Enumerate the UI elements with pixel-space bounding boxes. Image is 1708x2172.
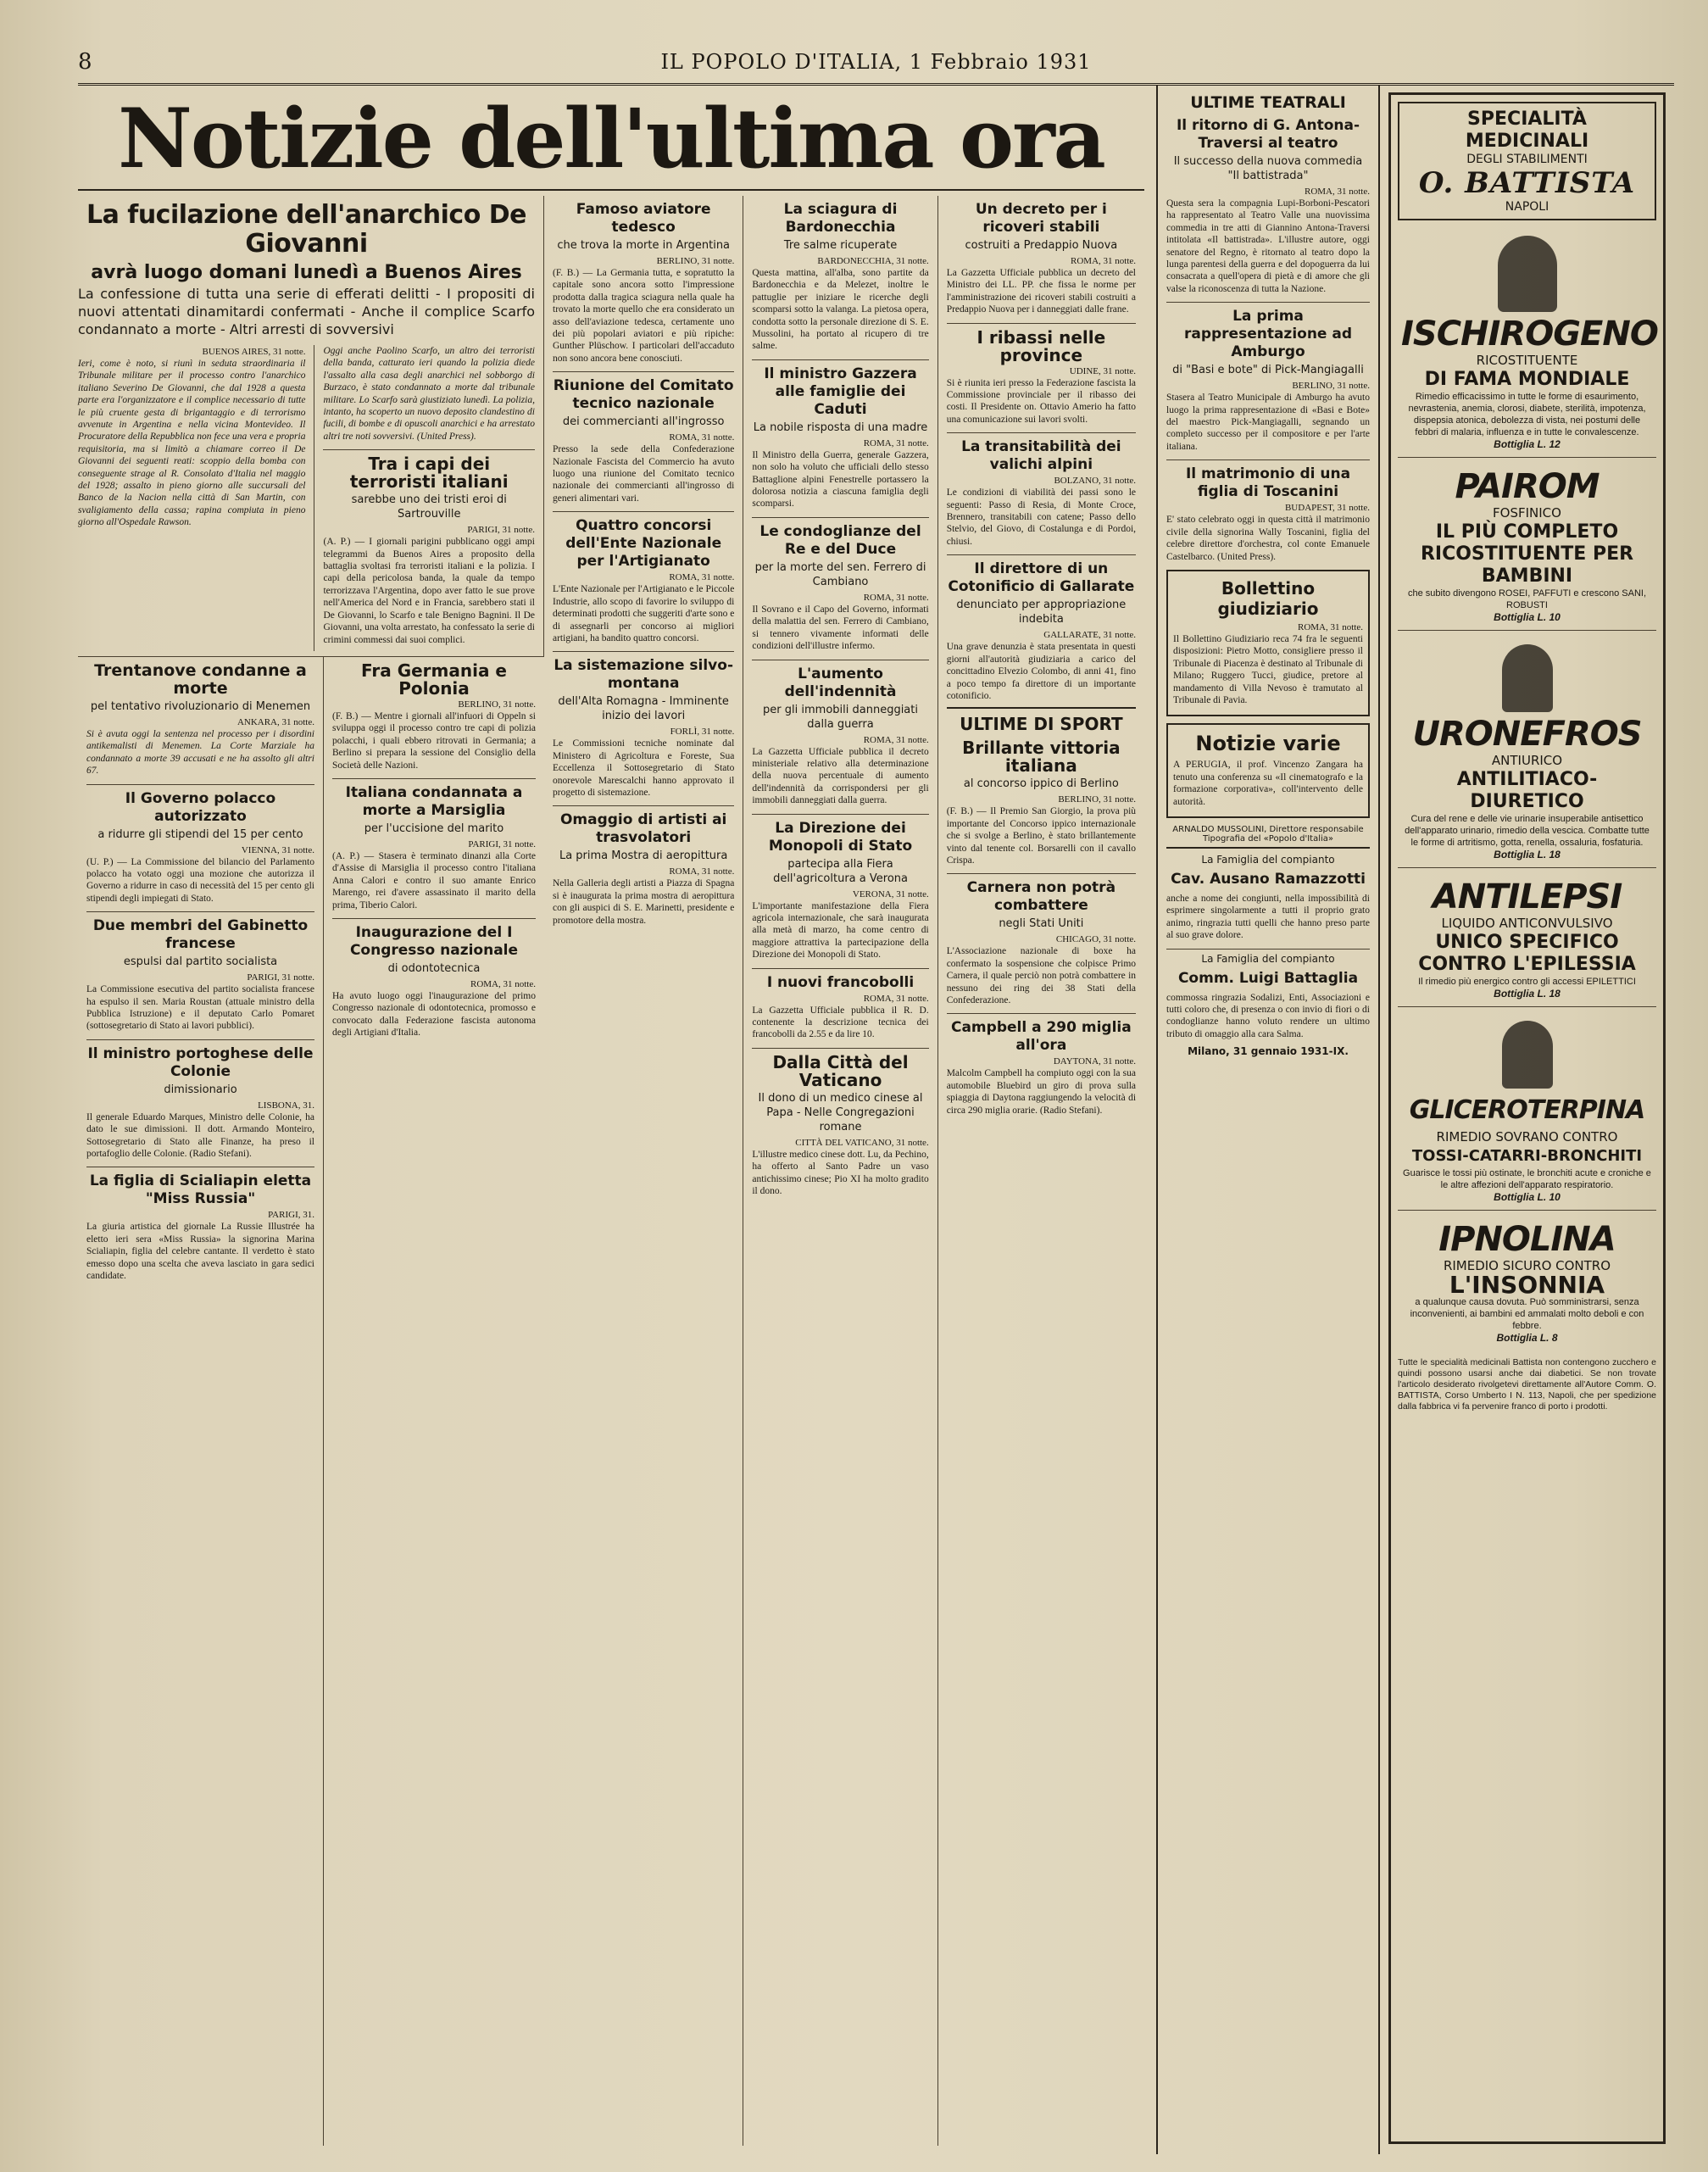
masthead-bar (78, 46, 1674, 86)
ad-price: Bottiglia L. 18 (1494, 849, 1561, 860)
notizie-varie-text: A PERUGIA, il prof. Vincenzo Zangara ha tenuto una conferenza su «Il cinematografo e la formazione corporativa», coll'intervento delle autorità. (1173, 760, 1363, 807)
marsiglia-title: Italiana condannata a morte a Marsiglia (345, 783, 523, 819)
francese-title: Due membri del Gabinetto francese (92, 917, 309, 953)
theatre-section-head: ULTIME TEATRALI (1190, 93, 1346, 112)
concorsi-text: L'Ente Nazionale per l'Artigianato e le Piccole Industrie, allo scopo di favorire lo sviluppo di determinati prodotti che suggeriti d'arte sono e di assegnarli per concorso ai migliori artigiani, ha bandito quattro concorsi. (553, 584, 735, 643)
ad-header-brand: O. BATTISTA (1418, 166, 1636, 200)
condoglianze-title: Le condoglianze del Re e del Duce (759, 522, 921, 558)
menemen-subtitle: pel tentativo rivoluzionario di Menemen (90, 699, 311, 713)
miss-text: La giuria artistica del giornale La Russie Illustrée ha eletto ieri sera «Miss Russia» la signorina Marina Scialiapin, figlia del celebre cantante. Il verdetto è stato emesso dopo una scelta che aveva lasciato in gara sedici candidate. (86, 1222, 314, 1282)
ad-line2: IL PIÙ COMPLETO RICOSTITUENTE PER BAMBINI (1420, 521, 1634, 587)
notizie-varie-title: Notizie varie (1195, 732, 1341, 756)
theatre-a2-text: Stasera al Teatro Municipale di Amburgo ha avuto luogo la prima rappresentazione di «Basi e Bote» del maestro Pick-Mangiagalli, segnando un completo successo per il compositore e per l'arte italiana. (1166, 393, 1370, 452)
transitabilita-title: La transitabilità dei valichi alpini (961, 438, 1121, 474)
aviatore-text: (F. B.) — La Germania tutta, e sopratutto la capitale sono ancora sotto l'impressione prodotta dalla tragica sciagura nella quale ha trovato la morte quello che era considerato un asso dell'aviazione tedesca, certamente uno dei più popolari aviatori e più ripiche: Gunther Plüschow. I particolari dell'accaduto non sono ancora bene conosciuti. (553, 268, 735, 364)
concorsi-dateline: ROMA, 31 notte. (669, 572, 735, 583)
condoglianze-subtitle: per la morte del sen. Ferrero di Cambiano (754, 560, 926, 588)
vaticano-text: L'illustre medico cinese dott. Lu, da Pechino, ha offerto al Santo Padre un vaso antichissimo cinese; Pio XI ha molto gradito il dono. (752, 1149, 929, 1196)
decreto-dateline: ROMA, 31 notte. (1071, 256, 1137, 266)
carnera-subtitle: negli Stati Uniti (999, 917, 1084, 931)
ad-price: Bottiglia L. 18 (1494, 988, 1561, 1000)
ad-brand: ANTILEPSI (1432, 877, 1622, 916)
ad-price: Bottiglia L. 10 (1494, 611, 1561, 623)
polacco-subtitle: a ridurre gli stipendi del 15 per cento (97, 827, 303, 841)
indennita-text: La Gazzetta Ufficiale pubblica il decreto ministeriale relativo alla determinazione della nuova percentuale di aumento dell'indennità da corrispondersi per gli immobili danneggiati dalla guerra. (752, 746, 929, 806)
ad-brand: PAIROM (1455, 467, 1600, 506)
colonie-text: Il generale Eduardo Marques, Ministro delle Colonie, ha dato le sue dimissioni. Il dott. Armando Monteiro, Sottosegretario di Stato alle Finanze, ha preso il portafoglio delle Colonie. (Radio Stefani). (86, 1111, 314, 1159)
indennita-title: L'aumento dell'indennità (784, 665, 897, 700)
cotonificio-dateline: GALLARATE, 31 notte. (1043, 630, 1137, 641)
odontotecnica-subtitle: di odontotecnica (387, 961, 481, 975)
francese-subtitle: espulsi dal partito socialista (123, 955, 278, 969)
ad-desc: Guarisce le tossi più ostinate, le bronchiti acute e croniche e le altre affezioni dell'apparato respiratorio. (1403, 1168, 1651, 1190)
bardonecchia-dateline: BARDONECCHIA, 31 notte. (817, 256, 929, 266)
francobolli-text: La Gazzetta Ufficiale pubblica il R. D. contenente la descrizione tecnica dei francobolli da 2.55 e da lire 10. (752, 1005, 929, 1040)
ad-header-line2: DEGLI STABILIMENTI (1466, 153, 1588, 166)
cotonificio-title: Il direttore di un Cotonificio di Gallarate (948, 560, 1135, 596)
ad-price: Bottiglia L. 8 (1496, 1332, 1558, 1344)
paris-dateline: PARIGI, 31 notte. (467, 525, 535, 536)
comitato-text: Presso la sede della Confederazione Nazionale Fascista del Commercio ha avuto luogo una riunione del Comitato tecnico nazionale dei commercianti all'ingrosso di generi alimentari vari. (553, 444, 735, 504)
death1-intro: La Famiglia del compianto (1201, 853, 1335, 866)
marsiglia-text: (A. P.) — Stasera è terminato dinanzi alla Corte d'Assise di Marsiglia il processo contro l'italiana Anna Calori e contro il suo amante Enrico Marengo, rei d'avere assassinato il marito della prima, Tiberio Calori. (332, 850, 536, 911)
theatre-a2-title: La prima rappresentazione ad Amburgo (1183, 308, 1353, 361)
comitato-dateline: ROMA, 31 notte. (669, 432, 735, 443)
carnera-text: L'Associazione nazionale di boxe ha confermato la sospensione che colpisce Primo Carnera, il quale perciò non potrà combattere in nessuno dei ring dei 38 Stati della Confederazione. (946, 946, 1137, 1005)
ad-line2: DI FAMA MONDIALE (1424, 369, 1630, 390)
ad-header-city: NAPOLI (1505, 200, 1549, 214)
ad-price: Bottiglia L. 12 (1494, 438, 1561, 450)
decreto-title: Un decreto per i ricoveri stabili (975, 201, 1107, 236)
francobolli-dateline: ROMA, 31 notte. (863, 993, 929, 1004)
page-number: 8 (78, 49, 92, 75)
omaggio-subtitle: La prima Mostra di aeropittura (559, 849, 728, 863)
death2-text: commossa ringrazia Sodalizi, Enti, Associazioni e tutti coloro che, di presenza o con invio di fiori o di condoglianze hanno voluto rendere un ultimo tributo di omaggio alla cara Salma. (1166, 992, 1370, 1039)
colonie-title: Il ministro portoghese delle Colonie (87, 1044, 314, 1080)
campbell-dateline: DAYTONA, 31 notte. (1053, 1056, 1137, 1067)
theatre-column (1158, 86, 1380, 2154)
ad-item (1398, 872, 1656, 1007)
cotonificio-subtitle: denunciato per appropriazione indebita (956, 599, 1127, 627)
death2-intro: La Famiglia del compianto (1201, 952, 1335, 965)
lead-dateline: BUENOS AIRES, 31 notte. (202, 347, 306, 357)
theatre-a3-text: E' stato celebrato oggi in questa città il matrimonio civile della signorina Wally Toscanini, figlia del celebre direttore d'orchestra, col conte Emanuele Castelbarco. (United Press). (1166, 515, 1370, 562)
vaticano-subtitle: Il dono di un medico cinese al Papa - Nelle Congregazioni romane (758, 1091, 923, 1133)
indennita-dateline: ROMA, 31 notte. (863, 734, 929, 745)
death-notice-2 (1166, 953, 1370, 1058)
battista-header (1398, 102, 1656, 220)
odontotecnica-dateline: ROMA, 31 notte. (470, 978, 536, 989)
indennita-subtitle: per gli immobili danneggiati dalla guerra (763, 703, 918, 731)
ads-column (1380, 86, 1674, 2154)
transitabilita-dateline: BOLZANO, 31 notte. (1054, 476, 1137, 487)
lead-article (78, 196, 544, 656)
lead-title: La fucilazione dell'anarchico De Giovanni (86, 200, 527, 259)
polacco-dateline: VIENNA, 31 notte. (241, 844, 314, 855)
aviatore-dateline: BERLINO, 31 notte. (656, 256, 735, 266)
vaticano-dateline: CITTÀ DEL VATICANO, 31 notte. (795, 1137, 929, 1148)
sport-subtitle: al concorso ippico di Berlino (963, 777, 1119, 791)
ad-item (1398, 1011, 1656, 1211)
news-section (78, 86, 1158, 2154)
comitato-title: Riunione del Comitato tecnico nazionale (553, 377, 734, 413)
silvo-subtitle: dell'Alta Romagna - Imminente inizio dei lavori (558, 695, 729, 723)
colonie-subtitle: dimissionario (164, 1083, 237, 1096)
ad-brand: URONEFROS (1412, 715, 1642, 754)
figure-icon (1502, 1021, 1553, 1089)
theatre-a3-title: Il matrimonio di una figlia di Toscanini (1185, 465, 1351, 501)
death-notice-1 (1166, 854, 1370, 942)
gazzera-dateline: ROMA, 31 notte. (863, 437, 929, 448)
germania-text: (F. B.) — Mentre i giornali all'infuori di Oppeln si sviluppa oggi il processo contro tre capi di polizia polacchi, i quali ebbero ritrovati in Germania; a Berlino si prepara la sessione del Consiglio della Società delle Nazioni. (332, 710, 536, 771)
ad-line1: FOSFINICO (1493, 505, 1561, 521)
gazzera-text: Il Ministro della Guerra, generale Gazzera, non solo ha voluto che ufficiali dello stesso Battaglione alpini Fenestrelle portassero la dolorosa notizia a ciascuna famiglia degli scomparsi. (752, 449, 929, 510)
condoglianze-text: Il Sovrano e il Capo del Governo, informati della malattia del sen. Ferrero di Cambiano, si tennero vivamente informati delle condizioni dell'illustre infermo. (752, 604, 929, 652)
figure-icon (1502, 644, 1553, 712)
monopoli-subtitle: partecipa alla Fiera dell'agricoltura a Verona (773, 857, 908, 885)
theatre-a1-dateline: ROMA, 31 notte. (1305, 187, 1370, 197)
omaggio-text: Nella Galleria degli artisti a Piazza di Spagna si è inaugurata la prima mostra di aeropittura con gli auspici di S. E. Marinetti, presidente e promotore della mostra. (553, 878, 735, 926)
ad-line2: TOSSI-CATARRI-BRONCHITI (1411, 1147, 1643, 1165)
condoglianze-dateline: ROMA, 31 notte. (863, 592, 929, 603)
omaggio-title: Omaggio di artisti ai trasvolatori (559, 811, 727, 847)
printer-line: Tipografia del «Popolo d'Italia» (1166, 834, 1370, 849)
ad-line1: ANTIURICO (1491, 753, 1563, 768)
ad-footer: Tutte le specialità medicinali Battista non contengono zucchero e quindi possono usarsi anche dai diabetici. Se non trovate l'articolo desiderato rivolgetevi direttamente all'Autore Comm. O. BATTISTA, Corso Umberto I N. 113, Napoli, che per spedizione dalla fabbrica vi fa pervenire franco di porto i prodotti. (1398, 1357, 1656, 1412)
decreto-subtitle: costruiti a Predappio Nuova (965, 239, 1118, 252)
marsiglia-subtitle: per l'uccisione del marito (364, 821, 504, 835)
ad-line1: RICOSTITUENTE (1476, 353, 1578, 368)
ad-desc: Rimedio efficacissimo in tutte le forme di esaurimento, nevrastenia, anemia, clorosi, diabete, sterilità, impotenza, dispepsia atonica, debolezza di vista, nei postumi delle febbri di malaria, influenza e in tutte le convalescenze. (1408, 392, 1646, 437)
aviatore-subtitle: che trova la morte in Argentina (557, 239, 731, 252)
ad-line2: UNICO SPECIFICO CONTRO L'EPILESSIA (1418, 932, 1636, 975)
silvo-title: La sistemazione silvo-montana (554, 657, 733, 693)
monopoli-dateline: VERONA, 31 notte. (852, 888, 929, 899)
carnera-dateline: CHICAGO, 31 notte. (1055, 934, 1137, 945)
odontotecnica-text: Ha avuto luogo oggi l'inaugurazione del primo Congresso nazionale di odontotecnica, promosso e convocato dalla Federazione fascista autonoma degli Artigiani d'Italia. (332, 990, 536, 1039)
ad-price: Bottiglia L. 10 (1494, 1191, 1561, 1203)
monopoli-text: L'importante manifestazione della Fiera agricola internazionale, che sarà inaugurata alla metà di marzo, ha come centro di maggiore attrattiva la partecipazione della Direzione dei Monopoli di Stato. (752, 900, 929, 961)
ad-line1: LIQUIDO ANTICONVULSIVO (1441, 916, 1613, 931)
ad-line1: RIMEDIO SOVRANO CONTRO (1436, 1129, 1618, 1144)
francese-text: La Commissione esecutiva del partito socialista francese ha espulso il sen. Maria Roustan (attuale ministro della Pubblica Istruzione) e il deputato Carlo Pomaret (sottosegretario di Stato ai lavori pubblici). (86, 984, 314, 1032)
ad-line2: L'INSONNIA (1449, 1271, 1605, 1299)
marsiglia-dateline: PARIGI, 31 notte. (468, 838, 536, 849)
death1-text: anche a nome dei congiunti, nella impossibilità di esprimere singolarmente a tutti il proprio grato animo, ringrazia tutti quelli che hanno preso parte al suo grave dolore. (1166, 893, 1370, 941)
campbell-text: Malcolm Campbell ha compiuto oggi con la sua automobile Bluebird un giro di prova sulla spiaggia di Daytona raggiungendo la velocità di circa 290 miglia orarie. (Radio Stefani). (946, 1068, 1137, 1116)
ribassi-title: I ribassi nelle province (976, 326, 1106, 365)
lead-deck: La confessione di tutta una serie di efferati delitti - I propositi di nuovi attentati dinamitardi confermati - Anche il complice Scarfo condannato a morte - Altri arresti di sovversivi (78, 286, 535, 337)
bulletin-dateline: ROMA, 31 notte. (1298, 621, 1363, 632)
bulletin-title: Bollettino giudiziario (1217, 577, 1319, 619)
aviatore-title: Famoso aviatore tedesco (576, 201, 711, 236)
bardonecchia-text: Questa mattina, all'alba, sono partite da Bardonecchia e da Melezet, inoltre le pattuglie per iniziare le ricerche degli scomparsi sotto la valanga. La pietosa opera, condotta sotto la personale direzione di S. E. Mussolini, ha portato al ricupero di tre salme. (752, 268, 929, 352)
theatre-a3-dateline: BUDAPEST, 31 notte. (1284, 503, 1370, 514)
campbell-title: Campbell a 290 miglia all'ora (950, 1019, 1132, 1055)
ad-line1: RIMEDIO SICURO CONTRO (1443, 1258, 1611, 1273)
ribassi-dateline: UDINE, 31 notte. (1069, 365, 1137, 376)
decreto-text: La Gazzetta Ufficiale pubblica un decreto del Ministro dei LL. PP. che fissa le norme per l'amministrazione dei ricoveri stabili costruiti a Predappio Nuova per i danneggiati dalle frane. (946, 268, 1137, 315)
director-line: ARNALDO MUSSOLINI, Direttore responsabile (1172, 824, 1364, 834)
omaggio-dateline: ROMA, 31 notte. (669, 866, 735, 877)
section-title: Notizie dell'ultima ora (78, 89, 1144, 191)
paris-text: (A. P.) — I giornali parigini pubblicano oggi ampi telegrammi da Buenos Aires a proposito della battaglia svoltasi fra terroristi italiani e la polizia. I capi della pericolosa banda, la quale da tempo terrorizzava l'Argentina, dopo aver fatto le sue prove nell'America del Nord e in Francia, sarebbero stati il De Giovanni, lo Scarfo e tale Benigno Bagnini. Il De Giovanni, una volta arrestato, ha confessato la serie di crimini commessi dai suoi complici. (323, 537, 535, 645)
transitabilita-text: Le condizioni di viabilità dei passi sono le seguenti: Passo di Resia, di Monte Croce, Brennero, transitabili con catene; Passo dello Stelvio, del Giovo, di Costalunga e di Pordoi, chiusi. (946, 487, 1137, 547)
francobolli-title: I nuovi francobolli (766, 973, 915, 991)
bulletin-text: Il Bollettino Giudiziario reca 74 fra le seguenti disposizioni: Pietro Motto, consigliere presso il Tribunale di Piacenza è destinato al Tribunale di Milano; Ruggero Tucci, giudice, pretore al mandamento di Villa Nevoso è tramutato al Tribunale di Pavia. (1173, 633, 1363, 705)
ad-desc: che subito divengono ROSEI, PAFFUTI e crescono SANI, ROBUSTI (1407, 588, 1647, 610)
vaticano-title: Dalla Città del Vaticano (772, 1051, 909, 1090)
sport-title: Brillante vittoria italiana (962, 738, 1121, 777)
miss-dateline: PARIGI, 31. (268, 1210, 314, 1221)
ad-item (1398, 1214, 1656, 1351)
theatre-a1-text: Questa sera la compagnia Lupi-Borboni-Pescatori ha rappresentato al Teatro Valle una nuovissima commedia in tre atti di Giannino Antona-Traversi intitolata «Il battistrada». L'illustre autore, oggi senatore del Regno, è ritornato al teatro dopo la lunga parentesi della guerra e del dopoguerra da lui consacrata a quell'opera di pietà e di amore che gli valse la riconoscenza di tutta la Nazione. (1166, 198, 1370, 294)
theatre-a1-subtitle: Il successo della nuova commedia "Il battistrada" (1173, 155, 1363, 182)
bulletin-box (1166, 570, 1370, 716)
ad-item (1398, 226, 1656, 458)
menemen-title: Trentanove condanne a morte (94, 660, 307, 698)
gazzera-subtitle: La nobile risposta di una madre (753, 420, 928, 434)
sport-section-head: ULTIME DI SPORT (947, 707, 1136, 734)
ad-brand: GLICEROTERPINA (1409, 1095, 1645, 1125)
ad-desc: Il rimedio più energico contro gli accessi EPILETTICI (1418, 977, 1636, 987)
lead-subtitle: avrà luogo domani lunedì a Buenos Aires (91, 262, 522, 283)
theatre-a2-dateline: BERLINO, 31 notte. (1292, 381, 1370, 392)
lead-text-2: Oggi anche Paolino Scarfo, un altro dei terroristi della banda, catturato ieri quando la polizia diede l'assalto alla casa degli anarchici nel sobborgo di Burzaco, è stato condannato a morte dal tribunale militare. Lo Scarfo sarà giustiziato lunedì. La polizia, intanto, ha scoperto un nuovo deposito clandestino di fucili, di bombe e di opuscoli anarchici e ha arrestato altri tre noti sovversivi. (United Press). (323, 346, 535, 442)
concorsi-title: Quattro concorsi dell'Ente Nazionale per l'Artigianato (565, 517, 722, 571)
bardonecchia-subtitle: Tre salme ricuperate (783, 239, 898, 252)
silvo-text: Le Commissioni tecniche nominate dal Ministero di Agricoltura e Foreste, Sua Eccellenza il Sottosegretario di Stato onorevole Marescalchi hanno approvato il progetto di sistemazione. (553, 738, 735, 798)
paris-title: Tra i capi dei terroristi italiani (349, 454, 509, 493)
figure-icon (1498, 236, 1557, 312)
comitato-subtitle: dei commercianti all'ingrosso (562, 415, 725, 429)
ad-desc: a qualunque causa dovuta. Può somministrarsi, senza inconvenienti, ai bambini ed ammalati molto deboli e con febbre. (1410, 1297, 1644, 1331)
theatre-a1-title: Il ritorno di G. Antona-Traversi al teatro (1176, 117, 1360, 152)
ribassi-text: Si è riunita ieri presso la Federazione fascista la Commissione provinciale per il ribasso dei costi. Il Presidente on. Ottavio Amerio ha fatto una comunicazione sui lavori svolti. (946, 377, 1137, 425)
ad-header-line1: SPECIALITÀ MEDICINALI (1465, 109, 1589, 152)
lead-text-1: Ieri, come è noto, si riunì in seduta straordinaria il Tribunale militare per il processo contro l'anarchico italiano Severino De Giovanni, che dal 1928 a questa parte era l'organizzatore e il complice necessario di tutte le più cruente gesta di brigantaggio e di terrorismo avvenute in Argentina e nella vicina Montevideo. Il Procuratore della Repubblica non fece una vera e propria requisitoria, ma si limitò a chiamare correo il De Giovanni dei seguenti reati: scoppio della bomba con conseguente strage al R. Consolato d'Italia nel maggio del 1928; assalto in pieno giorno alle succursali del Banco de la Nacion nella città di San Martin, con svaligiamento della cassa; rapina compiuta in pieno giorno all'Ospedale Rawson. (78, 359, 306, 528)
ad-line2: ANTILITIACO-DIURETICO (1456, 769, 1598, 812)
notizie-varie-box (1166, 723, 1370, 818)
ad-item (1398, 634, 1656, 868)
masthead: IL POPOLO D'ITALIA, 1 Febbraio 1931 (660, 50, 1092, 74)
polacco-title: Il Governo polacco autorizzato (125, 789, 276, 825)
monopoli-title: La Direzione dei Monopoli di Stato (768, 819, 913, 855)
ad-desc: Cura del rene e delle vie urinarie insuperabile antisettico dell'apparato urinario, rimedio della vescica. Combatte tutte le forme di artritismo, gotta, renella, ossaluria, fosfaturia. (1405, 814, 1650, 848)
silvo-dateline: FORLÌ, 31 notte. (670, 727, 735, 738)
odontotecnica-title: Inaugurazione del I Congresso nazionale (349, 923, 519, 959)
menemen-dateline: ANKARA, 31 notte. (236, 716, 314, 727)
theatre-a2-subtitle: di "Basi e bote" di Pick-Mangiagalli (1172, 364, 1364, 377)
polacco-text: (U. P.) — La Commissione del bilancio del Parlamento polacco ha votato oggi una mozione che autorizza il Governo a ridurre in caso di necessità del 15 per cento gli stipendi degli impiegati di Stato. (86, 856, 314, 904)
cotonificio-text: Una grave denunzia è stata presentata in questi giorni all'autorità giudiziaria a carico del concittadino Elvezio Colombo, di anni 41, fino a poco tempo fa direttore di un importante cotonificio. (946, 642, 1137, 701)
death1-name: Cav. Ausano Ramazzotti (1171, 870, 1366, 888)
sport-text: (F. B.) — Il Premio San Giorgio, la prova più importante del Concorso ippico internazionale che si svolge a Berlino, è stato brillantemente vinto dal tenente col. Borsarelli con il cavallo Crispa. (946, 806, 1137, 866)
germania-title: Fra Germania e Polonia (360, 660, 507, 699)
bardonecchia-title: La sciagura di Bardonecchia (783, 201, 898, 236)
gazzera-title: Il ministro Gazzera alle famiglie dei Caduti (764, 365, 917, 418)
sport-dateline: BERLINO, 31 notte. (1058, 794, 1137, 805)
menemen-text: Si è avuta oggi la sentenza nel processo per i disordini antikemalisti di Menemen. La Corte Marziale ha condannato a morte 39 accusati e ne ha assolto gli altri 67. (86, 728, 314, 777)
ad-brand: ISCHIROGENO (1401, 315, 1658, 354)
death2-place: Milano, 31 gennaio 1931-IX. (1188, 1045, 1349, 1058)
paris-subtitle: sarebbe uno dei tristi eroi di Sartrouville (351, 493, 507, 521)
ad-brand: IPNOLINA (1438, 1220, 1616, 1259)
miss-title: La figlia di Scialiapin eletta "Miss Russia" (89, 1172, 312, 1208)
ad-item (1398, 461, 1656, 631)
germania-dateline: BERLINO, 31 notte. (458, 699, 536, 710)
battista-ad-frame (1388, 92, 1666, 2144)
death2-name: Comm. Luigi Battaglia (1177, 969, 1359, 987)
carnera-title: Carnera non potrà combattere (966, 879, 1116, 915)
francese-dateline: PARIGI, 31 notte. (247, 972, 314, 983)
colonie-dateline: LISBONA, 31. (258, 1100, 314, 1111)
